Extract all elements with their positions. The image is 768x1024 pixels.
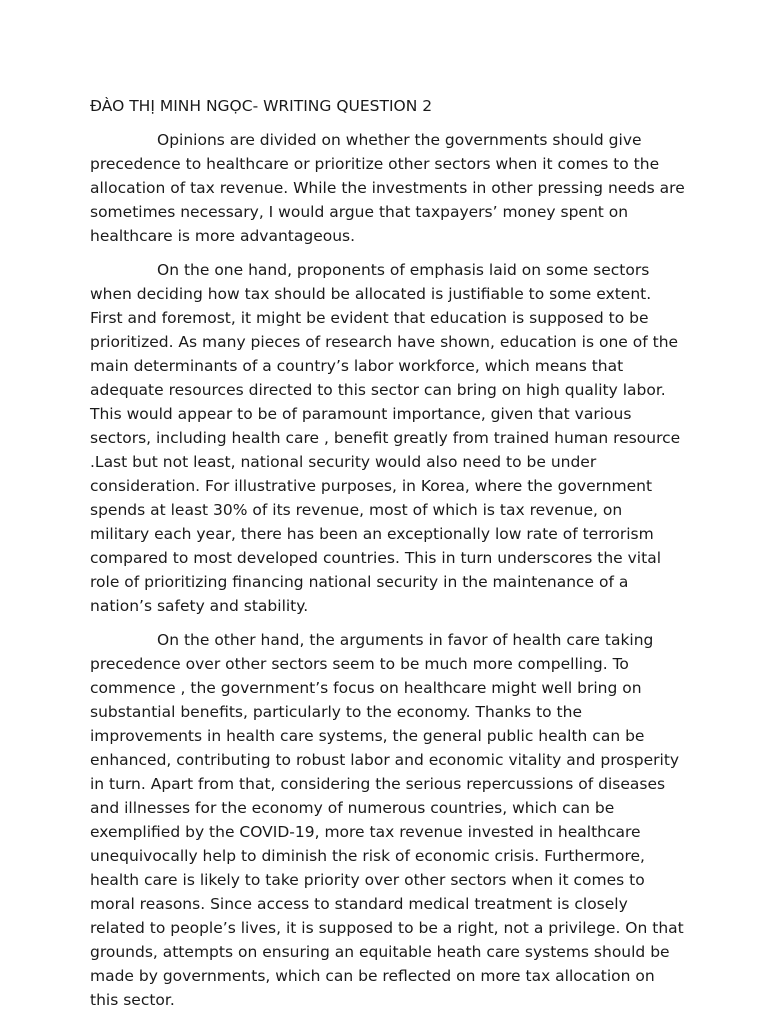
paragraph-body-two: On the other hand, the arguments in favor of health care taking precedence over other sectors seem to be much more compelling. To commence , the government’s focus on healthcare might well bring on substantial benefits, particularly to the economy. Thanks to the improvements in health care systems, the general public health can be enhanced, contributing to robust labor and economic vitality and prosperity in turn. Apart from that, considering the serious repercussions of diseases and illnesses for the economy of numerous countries, which can be exemplified by the COVID-19, more tax revenue invested in healthcare unequivocally help to diminish the risk of economic crisis. Furthermore, health care is likely to take priority over other sectors when it comes to moral reasons. Since access to standard medical treatment is closely related to people’s lives, it is supposed to be a right, not a privilege. On that grounds, attempts on ensuring an equitable heath care systems should be made by governments, which can be reflected on more tax allocation on this sector. <box>90 631 684 1009</box>
paragraph-introduction: Opinions are divided on whether the governments should give precedence to healthcare or prioritize other sectors when it comes to the allocation of tax revenue. While the investments in other pressing needs are sometimes necessary, I would argue that taxpayers’ money spent on healthcare is more advantageous. <box>90 131 685 245</box>
document-body <box>90 94 686 1022</box>
paragraph-body-one: On the one hand, proponents of emphasis laid on some sectors when deciding how tax should be allocated is justifiable to some extent. First and foremost, it might be evident that education is supposed to be prioritized. As many pieces of research have shown, education is one of the main determinants of a country’s labor workforce, which means that adequate resources directed to this sector can bring on high quality labor. This would appear to be of paramount importance, given that various sectors, including health care , benefit greatly from trained human resource .Last but not least, national security would also need to be under consideration. For illustrative purposes, in Korea, where the government spends at least 30% of its revenue, most of which is tax revenue, on military each year, there has been an exceptionally low rate of terrorism compared to most developed countries. This in turn underscores the vital role of prioritizing financing national security in the maintenance of a nation’s safety and stability. <box>90 261 681 615</box>
document-title: ĐÀO THỊ MINH NGỌC- WRITING QUESTION 2 <box>90 97 433 115</box>
